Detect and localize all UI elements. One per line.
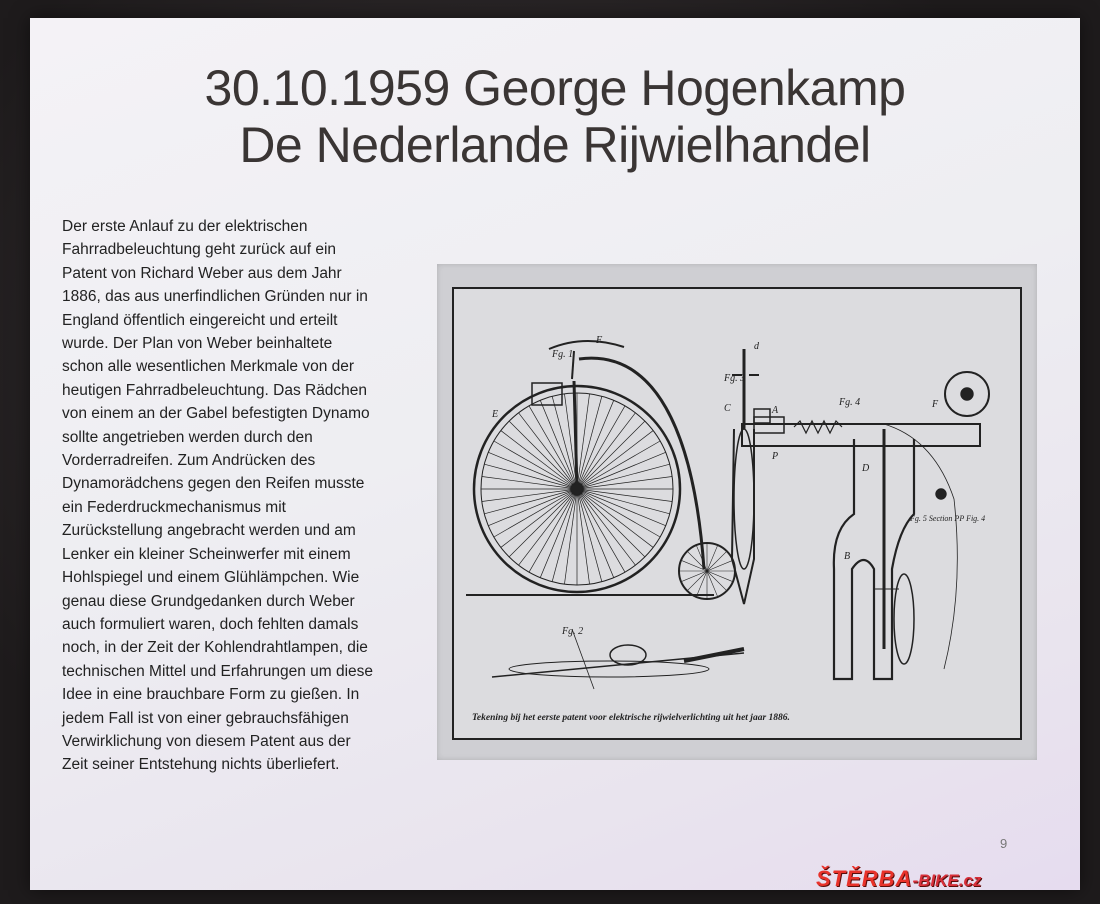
body-text-line: Dynamorädchens gegen den Reifen musste <box>62 475 365 493</box>
body-text-line: jedem Fall ist von einer gebrauchsfähigen <box>62 709 349 727</box>
patent-drawing-illustration <box>454 289 1024 742</box>
wheel-spoke <box>577 396 602 489</box>
slide <box>30 18 1080 890</box>
label-fig5: Fg. 5 Section PP Fig. 4 <box>910 514 986 523</box>
wheel-spoke <box>577 489 645 557</box>
wheel-spoke <box>509 489 577 557</box>
patent-drawing <box>437 264 1037 760</box>
label-fig4: Fg. 4 <box>839 397 861 408</box>
slide-title-line-2: De Nederlande Rijwielhandel <box>239 117 871 173</box>
body-text-line: Hohlspiegel und einem Glühlämpchen. Wie <box>62 569 360 587</box>
body-text-line: technischen Mittel und Erfahrungen um diese <box>62 662 374 680</box>
body-text-line: auch formuliert waren, doch fehlten damals <box>62 615 359 633</box>
patent-drawing-frame <box>452 287 1022 740</box>
body-text-line: Vorderradreifen. Zum Andrücken des <box>62 452 316 470</box>
wheel-spoke <box>577 489 602 582</box>
body-text-line: genau diese Grundgedanken durch Weber <box>62 592 355 610</box>
label-d: d <box>754 341 759 352</box>
wheel-spoke <box>577 489 660 537</box>
wheel-spoke <box>529 489 577 572</box>
body-text-line: Idee in eine brauchbare Form zu gießen. In <box>62 686 360 704</box>
wheel-spoke <box>484 489 577 514</box>
body-text-line: schon alle wesentlichen Merkmale von der <box>62 358 355 376</box>
label-fig2: Fg. 2 <box>562 626 584 637</box>
top-view-figure <box>492 629 744 689</box>
watermark-part-1: ŠTĚRBA <box>816 866 913 891</box>
body-text-line: 1886, das aus unerfindlichen Gründen nur in <box>62 288 368 306</box>
wheel-spoke <box>577 406 625 489</box>
body-text-line: wurde. Der Plan von Weber beinhaltete <box>62 335 333 353</box>
body-text-line: Zurückstellung angebracht werden und am <box>62 522 356 540</box>
wheel-spoke <box>484 464 577 489</box>
body-text-line: Patent von Richard Weber aus dem Jahr <box>62 264 342 282</box>
wheel-spoke <box>494 489 577 537</box>
wheel-spoke <box>577 464 670 489</box>
front-view-figure <box>732 349 770 604</box>
body-text-line: heutigen Fahrradbeleuchtung. Das Rädchen <box>62 381 368 399</box>
wheel-spoke <box>577 489 625 572</box>
body-text-line: Verwirklichung von diesem Patent aus der <box>62 732 351 750</box>
penny-farthing-figure <box>466 341 735 599</box>
mechanism-figure <box>742 372 989 679</box>
page-number: 9 <box>1000 836 1008 851</box>
watermark-logo <box>816 866 981 892</box>
wheel-spoke <box>577 421 645 489</box>
body-text-line: Fahrradbeleuchtung geht zurück auf ein <box>62 241 337 259</box>
body-text-line: Der erste Anlauf zu der elektrischen <box>62 218 308 235</box>
label-fig1: Fg. 1 <box>552 349 574 360</box>
wheel-spoke <box>552 396 577 489</box>
wheel-spoke <box>494 441 577 489</box>
wheel-spoke <box>688 571 707 590</box>
body-text-line: England öffentlich eingereicht und erteilt <box>62 311 338 329</box>
slide-title-line-1: 30.10.1959 George Hogenkamp <box>204 60 906 116</box>
label-e: E <box>492 409 499 420</box>
watermark-part-2: -BIKE.cz <box>912 871 982 890</box>
wheel-spoke <box>509 421 577 489</box>
label-b: B <box>844 551 851 562</box>
figure-caption: Tekening bij het eerste patent voor elektrische rijwielverlichting uit het jaar 1886. <box>472 713 790 723</box>
body-text-line: Lenker ein kleiner Scheinwerfer mit einem <box>62 545 351 563</box>
wheel-spoke <box>577 441 660 489</box>
slide-title <box>30 60 1080 174</box>
wheel-spoke <box>529 406 577 489</box>
label-p: P <box>772 451 779 462</box>
wheel-spoke <box>552 489 577 582</box>
body-text-line: ein Federdruckmechanismus mit <box>62 498 286 516</box>
wheel-spoke <box>577 489 670 514</box>
body-text <box>62 215 422 777</box>
body-text-line: noch, in der Zeit der Kohlendrahtlampen, die <box>62 639 368 657</box>
label-d-upper: D <box>862 463 870 474</box>
label-f-2: F <box>932 399 939 410</box>
body-text-line: sollte angetrieben werden durch den <box>62 428 313 446</box>
body-text-line: Zeit seiner Entstehung nichts überliefert. <box>62 756 340 774</box>
wheel-spoke <box>707 552 726 571</box>
body-text-line: von einem an der Gabel befestigten Dynamo <box>62 405 370 423</box>
wheel-spoke <box>707 571 726 590</box>
label-f-1: F <box>596 335 603 346</box>
label-fig3: Fg. 3 <box>724 373 746 384</box>
label-c: C <box>724 403 731 414</box>
label-a: A <box>772 405 779 416</box>
